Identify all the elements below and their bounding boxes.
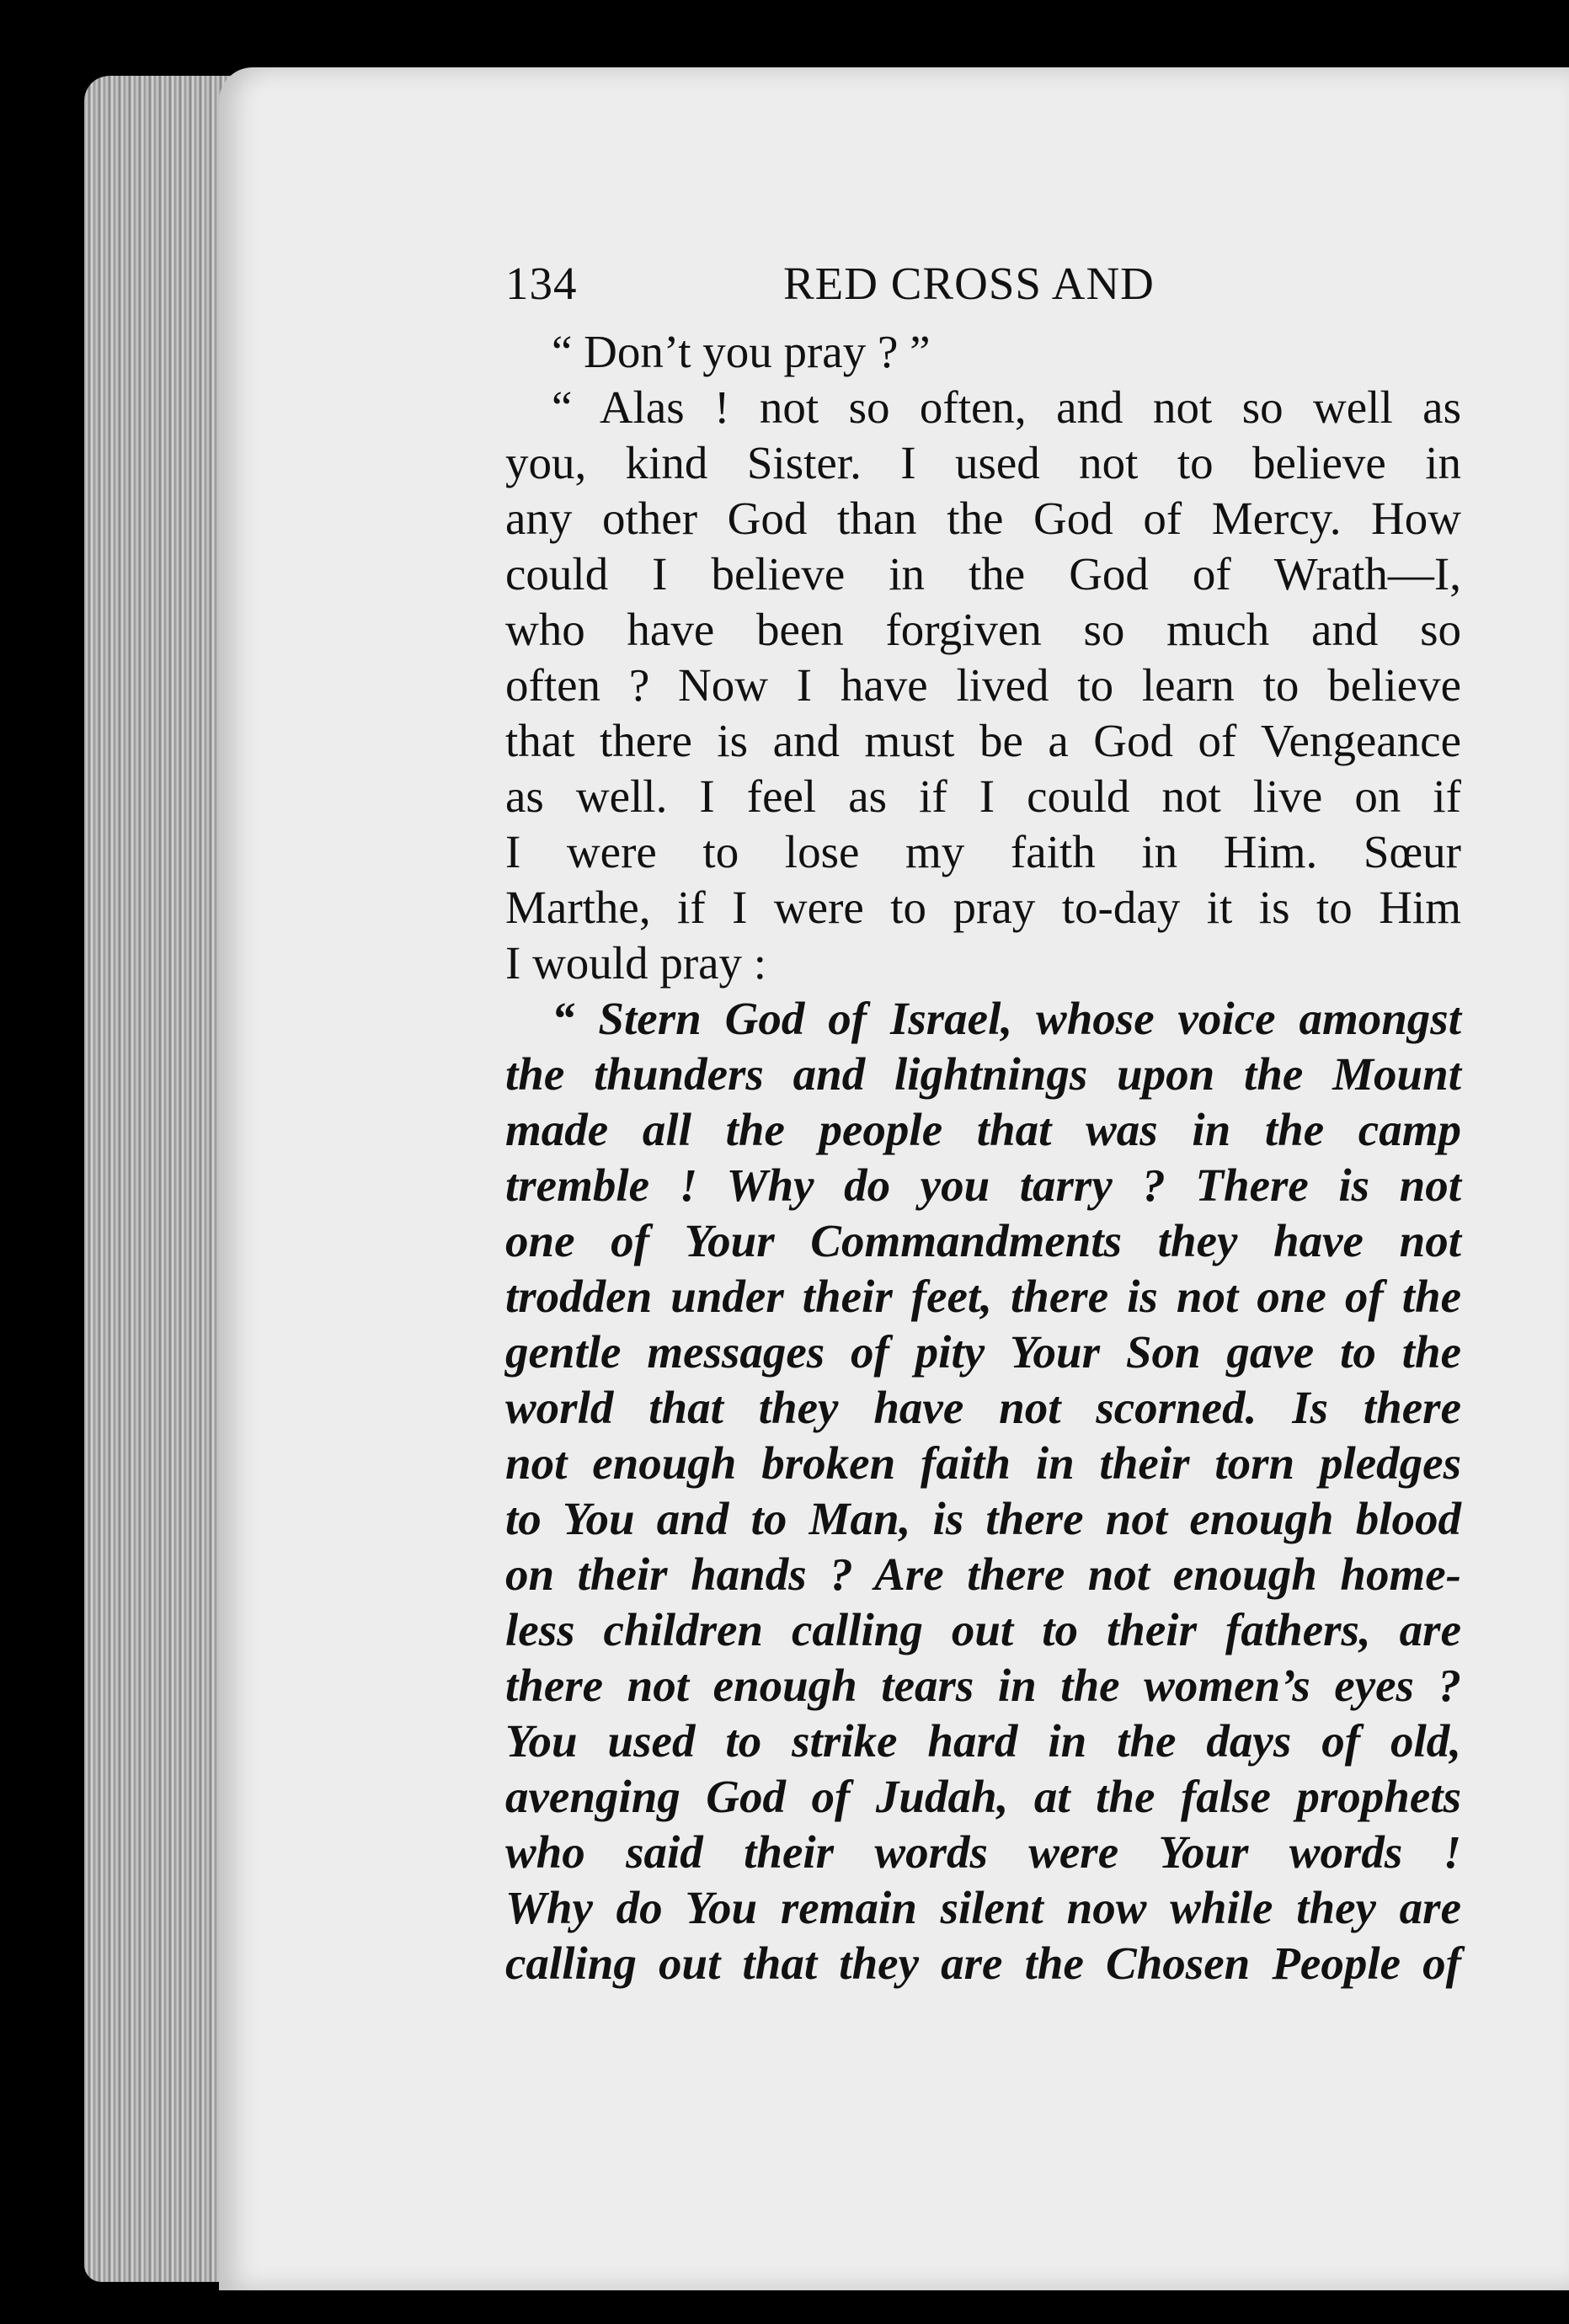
prayer-line: to You and to Man, is there not enough blood: [505, 1493, 1461, 1544]
prayer-line: “ Stern God of Israel, whose voice amongst: [552, 993, 1461, 1044]
text-line: that there is and must be a God of Vengeance: [505, 715, 1461, 766]
prayer-line: the thunders and lightnings upon the Mount: [505, 1048, 1461, 1100]
prayer-line: You used to strike hard in the days of old,: [505, 1715, 1461, 1767]
prayer-line: tremble ! Why do you tarry ? There is not: [505, 1159, 1461, 1211]
prayer-line: there not enough tears in the women’s eyes ?: [505, 1660, 1461, 1711]
text-line: who have been forgiven so much and so: [505, 604, 1461, 655]
prayer-line: not enough broken faith in their torn pledges: [505, 1437, 1461, 1489]
text-line: “ Don’t you pray ? ”: [552, 326, 931, 377]
text-line: any other God than the God of Mercy. How: [505, 493, 1461, 544]
prayer-line: one of Your Commandments they have not: [505, 1215, 1461, 1266]
prayer-line: avenging God of Judah, at the false prophets: [505, 1771, 1461, 1822]
prayer-line: calling out that they are the Chosen People of: [505, 1938, 1461, 1989]
prayer-line: who said their words were Your words !: [505, 1826, 1461, 1878]
text-line: I were to lose my faith in Him. Sœur: [505, 826, 1461, 877]
body-text: [505, 324, 1461, 1991]
prayer-line: less children calling out to their fathers, are: [505, 1604, 1461, 1655]
page-number: 134: [505, 258, 578, 309]
text-line: Marthe, if I were to pray to-day it is to Him: [505, 882, 1461, 933]
text-line: often ? Now I have lived to learn to believe: [505, 659, 1461, 711]
prayer-line: world that they have not scorned. Is there: [505, 1382, 1461, 1433]
running-head: [505, 257, 1474, 324]
prayer-line: gentle messages of pity Your Son gave to the: [505, 1326, 1461, 1378]
text-line: I would pray :: [505, 937, 767, 989]
prayer-line: Why do You remain silent now while they are: [505, 1882, 1461, 1933]
text-line: as well. I feel as if I could not live on if: [505, 770, 1461, 822]
running-title: RED CROSS AND: [783, 258, 1155, 309]
prayer-line: trodden under their feet, there is not one of the: [505, 1271, 1461, 1322]
text-line: you, kind Sister. I used not to believe in: [505, 437, 1461, 488]
prayer-line: made all the people that was in the camp: [505, 1104, 1461, 1155]
prayer-line: on their hands ? Are there not enough home-: [505, 1548, 1461, 1600]
text-line: could I believe in the God of Wrath—I,: [505, 548, 1461, 600]
text-line: “ Alas ! not so often, and not so well as: [552, 381, 1461, 433]
